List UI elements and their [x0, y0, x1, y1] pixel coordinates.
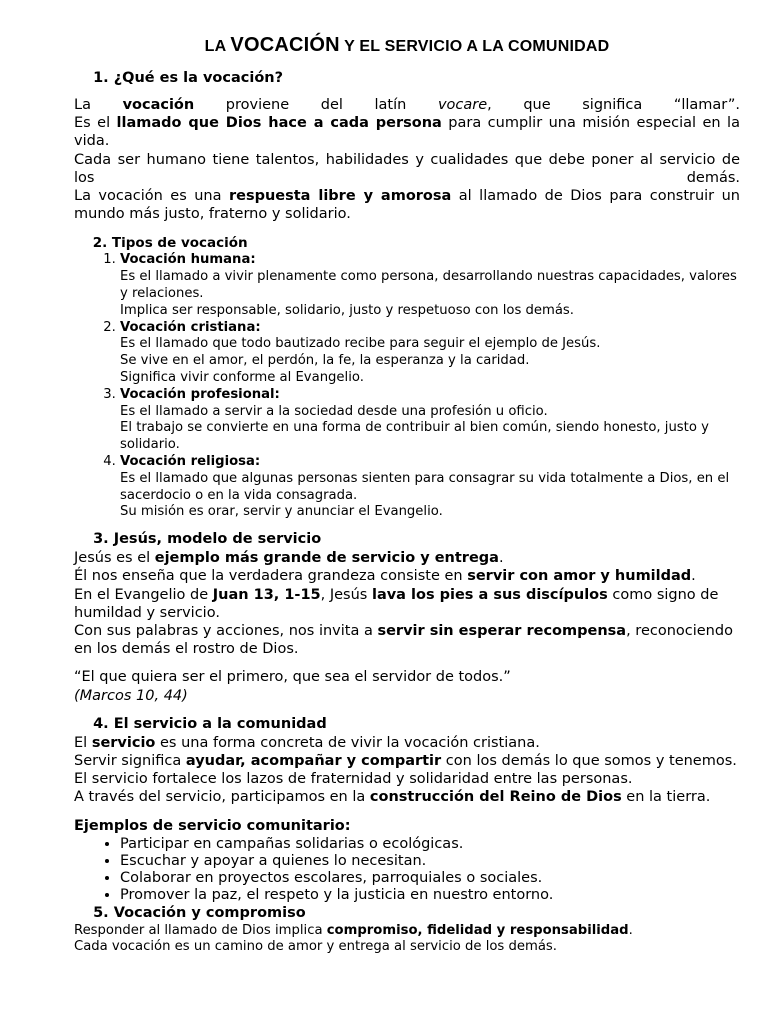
vocation-type-line: Es el llamado que todo bautizado recibe para seguir el ejemplo de Jesús.: [120, 336, 601, 352]
list-item: • Escuchar y apoyar a quienes lo necesitan.: [120, 853, 740, 870]
vocation-type-line: Implica ser responsable, solidario, justo y respetuoso con los demás.: [120, 302, 574, 318]
s1-line-3: Cada ser humano tiene talentos, habilidades y cualidades que debe poner al servicio de los demás.: [74, 151, 740, 186]
s4-l1b: servicio: [91, 734, 156, 751]
vocation-type-label: Vocación religiosa:: [120, 453, 261, 469]
examples-heading: Ejemplos de servicio comunitario:: [74, 817, 351, 834]
s4-l4a: A través del servicio, participamos en la: [74, 789, 370, 806]
s5-l1a: Responder al llamado de Dios implica: [74, 922, 327, 938]
s4-line-2: [74, 752, 740, 770]
vocation-types-list: [74, 252, 740, 521]
s4-line-3: El servicio fortalece los lazos de fraternidad y solidaridad entre las personas.: [74, 771, 633, 788]
s3-line-1: [74, 549, 740, 567]
s3-l1a: Jesús es el: [74, 550, 155, 567]
bible-citation: [74, 687, 740, 705]
list-item: • Colaborar en proyectos escolares, parroquiales o sociales.: [120, 870, 740, 887]
s1-l4c: al llamado de Dios para construir un mundo más justo, fraterno y solidario.: [74, 188, 740, 223]
s1-l2a: Es el: [74, 115, 117, 132]
title-prefix: LA: [204, 38, 231, 55]
section-3-heading-text: 3. Jesús, modelo de servicio: [93, 531, 322, 548]
section-5-body: [74, 923, 740, 957]
s4-line-4: [74, 788, 740, 806]
vocation-type-line: Es el llamado a servir a la sociedad desde una profesión u oficio.: [120, 403, 548, 419]
s3-l4c: , reconociendo en los demás el rostro de Dios.: [74, 622, 733, 658]
document-page: [74, 34, 740, 956]
s1-l2b: llamado que Dios hace a cada persona: [116, 115, 442, 132]
s3-l2c: .: [691, 568, 696, 585]
s4-l2a: Servir significa: [74, 753, 186, 769]
s3-l4b: servir sin esperar recompensa: [377, 622, 627, 639]
section-2-heading-text: 2. Tipos de vocación: [92, 235, 248, 252]
s3-l4a: Con sus palabras y acciones, nos invita a: [74, 622, 378, 639]
vocation-type-item: [120, 387, 740, 454]
vocation-type-item: [120, 454, 740, 521]
s4-l2b: ayudar, acompañar y compartir: [185, 753, 442, 769]
section-5-heading: [74, 904, 740, 923]
title-main-word: VOCACIÓN: [230, 34, 340, 56]
s1-l1c: proviene del latín: [194, 97, 438, 113]
list-item: • Participar en campañas solidarias o ecológicas.: [120, 836, 740, 853]
s4-l4b: construcción del Reino de Dios: [369, 789, 622, 806]
vocation-type-line: Significa vivir conforme al Evangelio.: [120, 370, 364, 385]
section-1-body: [74, 96, 740, 223]
section-4-heading-text: 4. El servicio a la comunidad: [93, 715, 327, 732]
s5-l1b: compromiso, fidelidad y responsabilidad: [326, 922, 629, 938]
s1-l1a: La: [74, 97, 123, 113]
s3-line-3: [74, 586, 740, 622]
page-title: [74, 34, 740, 57]
section-4-heading: [74, 715, 740, 734]
s3-l3d: lava los pies a sus discípulos: [371, 586, 608, 603]
s4-l4c: en la tierra.: [621, 789, 711, 806]
s4-line-1: [74, 734, 740, 752]
vocation-type-label: Vocación cristiana:: [120, 319, 261, 335]
s1-l1e: , que significa “llamar”.: [487, 97, 740, 113]
s3-l3e: como signo de humildad y servicio.: [74, 586, 719, 621]
list-item: • Promover la paz, el respeto y la justicia en nuestro entorno.: [120, 887, 740, 904]
s1-line-2: [74, 114, 740, 150]
s1-l4a: La vocación es una: [74, 188, 229, 205]
title-suffix: Y EL SERVICIO A LA COMUNIDAD: [339, 38, 610, 55]
examples-list: [74, 836, 740, 904]
section-2-heading: [74, 235, 740, 252]
s5-line-2: Cada vocación es un camino de amor y entrega al servicio de los demás.: [74, 939, 557, 955]
s3-l1b: ejemplo más grande de servicio y entrega: [154, 550, 499, 567]
vocation-type-item: [120, 320, 740, 387]
s3-l3c: , Jesús: [320, 586, 372, 603]
s1-l2c: para cumplir una misión especial en la vida.: [74, 115, 740, 150]
bible-quote: “El que quiera ser el primero, que sea el servidor de todos.”: [74, 669, 511, 686]
s3-l2b: servir con amor y humildad: [467, 568, 692, 585]
section-3-heading: [74, 530, 740, 549]
bible-citation-text: (Marcos 10, 44): [74, 687, 188, 704]
s3-line-4: [74, 622, 740, 658]
s4-l1c: es una forma concreta de vivir la vocación cristiana.: [155, 734, 540, 751]
s1-line-4: [74, 187, 740, 223]
s4-l1a: El: [74, 734, 92, 751]
section-1-heading: [74, 69, 740, 88]
section-3-body: [74, 549, 740, 705]
vocation-type-line: Es el llamado a vivir plenamente como persona, desarrollando nuestras capacidades, valores y relaciones.: [120, 269, 737, 302]
section-1-heading-text: 1. ¿Qué es la vocación?: [93, 70, 284, 86]
s3-line-2: [74, 567, 740, 585]
section-5-heading-text: 5. Vocación y compromiso: [93, 904, 306, 921]
s4-l2c: con los demás lo que somos y tenemos.: [441, 753, 737, 769]
s5-line-1: [74, 923, 740, 940]
s1-line-1: [74, 96, 740, 114]
s3-l2a: Él nos enseña que la verdadera grandeza consiste en: [74, 568, 468, 585]
s1-l4b: respuesta libre y amorosa: [228, 188, 452, 205]
s3-l1c: .: [498, 550, 504, 567]
vocation-type-line: Es el llamado que algunas personas sienten para consagrar su vida totalmente a Dios, en el sacerdocio o en la vida consagrada.: [120, 470, 730, 503]
vocation-type-label: Vocación humana:: [120, 252, 256, 268]
s1-l1d: vocare: [437, 97, 488, 113]
vocation-type-line: Su misión es orar, servir y anunciar el Evangelio.: [120, 504, 443, 520]
vocation-type-label: Vocación profesional:: [120, 386, 280, 402]
s5-l1c: .: [628, 922, 633, 938]
s3-l3a: En el Evangelio de: [74, 586, 213, 603]
s1-l1b: vocación: [122, 97, 195, 113]
vocation-type-line: El trabajo se convierte en una forma de contribuir al bien común, siendo honesto, justo y solidario.: [120, 420, 709, 453]
s3-l3b: Juan 13, 1-15: [212, 586, 321, 603]
vocation-type-line: Se vive en el amor, el perdón, la fe, la esperanza y la caridad.: [120, 353, 530, 369]
vocation-type-item: [120, 252, 740, 319]
section-4-body: [74, 734, 740, 807]
